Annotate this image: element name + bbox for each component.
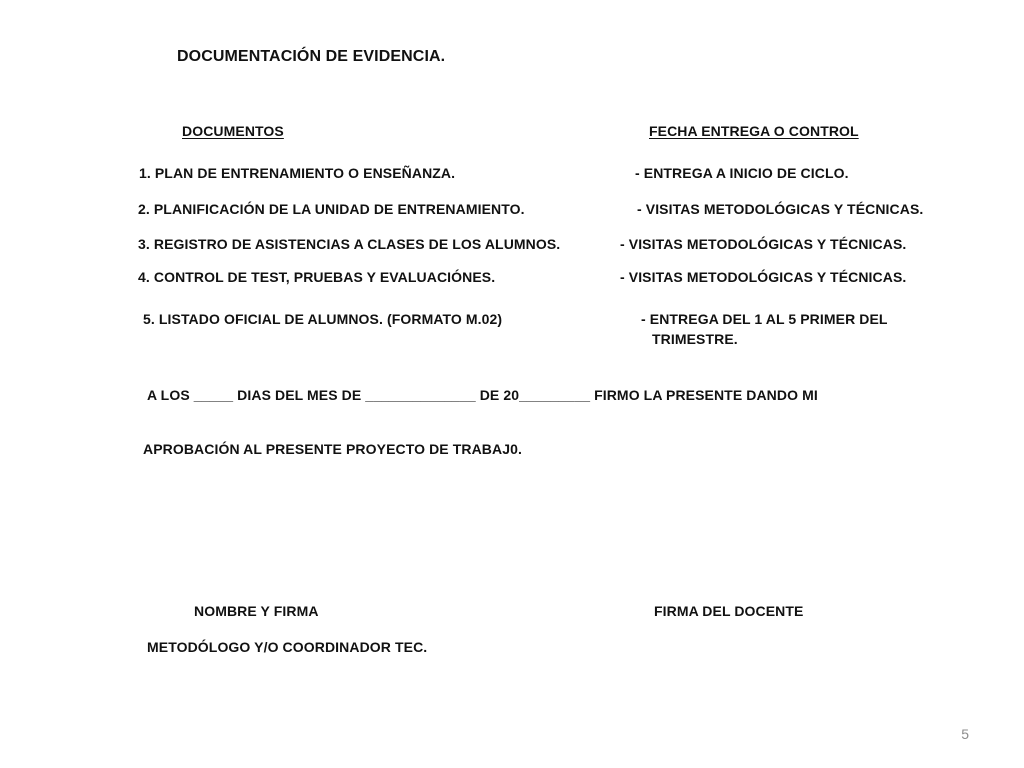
delivery-item-4: - VISITAS METODOLÓGICAS Y TÉCNICAS. <box>620 269 907 285</box>
documents-column-header: DOCUMENTOS <box>182 123 284 139</box>
statement-line-1: A LOS _____ DIAS DEL MES DE ______________ DE 20_________ FIRMO LA PRESENTE DANDO MI <box>147 387 818 403</box>
page-number: 5 <box>961 726 969 742</box>
signature-label-name: NOMBRE Y FIRMA <box>194 603 319 619</box>
document-item-5: 5. LISTADO OFICIAL DE ALUMNOS. (FORMATO M.02) <box>143 311 503 327</box>
delivery-item-5: - ENTREGA DEL 1 AL 5 PRIMER DEL <box>641 311 888 327</box>
delivery-item-2: - VISITAS METODOLÓGICAS Y TÉCNICAS. <box>637 201 924 217</box>
statement-line-2: APROBACIÓN AL PRESENTE PROYECTO DE TRABAJ0. <box>143 441 522 457</box>
delivery-item-5-continued: TRIMESTRE. <box>652 331 738 347</box>
date-column-header: FECHA ENTREGA O CONTROL <box>649 123 859 139</box>
document-item-3: 3. REGISTRO DE ASISTENCIAS A CLASES DE LOS ALUMNOS. <box>138 236 561 252</box>
delivery-item-1: - ENTREGA A INICIO DE CICLO. <box>635 165 849 181</box>
delivery-item-3: - VISITAS METODOLÓGICAS Y TÉCNICAS. <box>620 236 907 252</box>
page-title: DOCUMENTACIÓN DE EVIDENCIA. <box>177 48 446 65</box>
signature-role: METODÓLOGO Y/O COORDINADOR TEC. <box>147 639 428 655</box>
document-item-4: 4. CONTROL DE TEST, PRUEBAS Y EVALUACIÓNES. <box>138 269 496 285</box>
document-item-2: 2. PLANIFICACIÓN DE LA UNIDAD DE ENTRENAMIENTO. <box>138 201 525 217</box>
document-item-1: 1. PLAN DE ENTRENAMIENTO O ENSEÑANZA. <box>139 165 456 181</box>
signature-label-teacher: FIRMA DEL DOCENTE <box>654 603 804 619</box>
